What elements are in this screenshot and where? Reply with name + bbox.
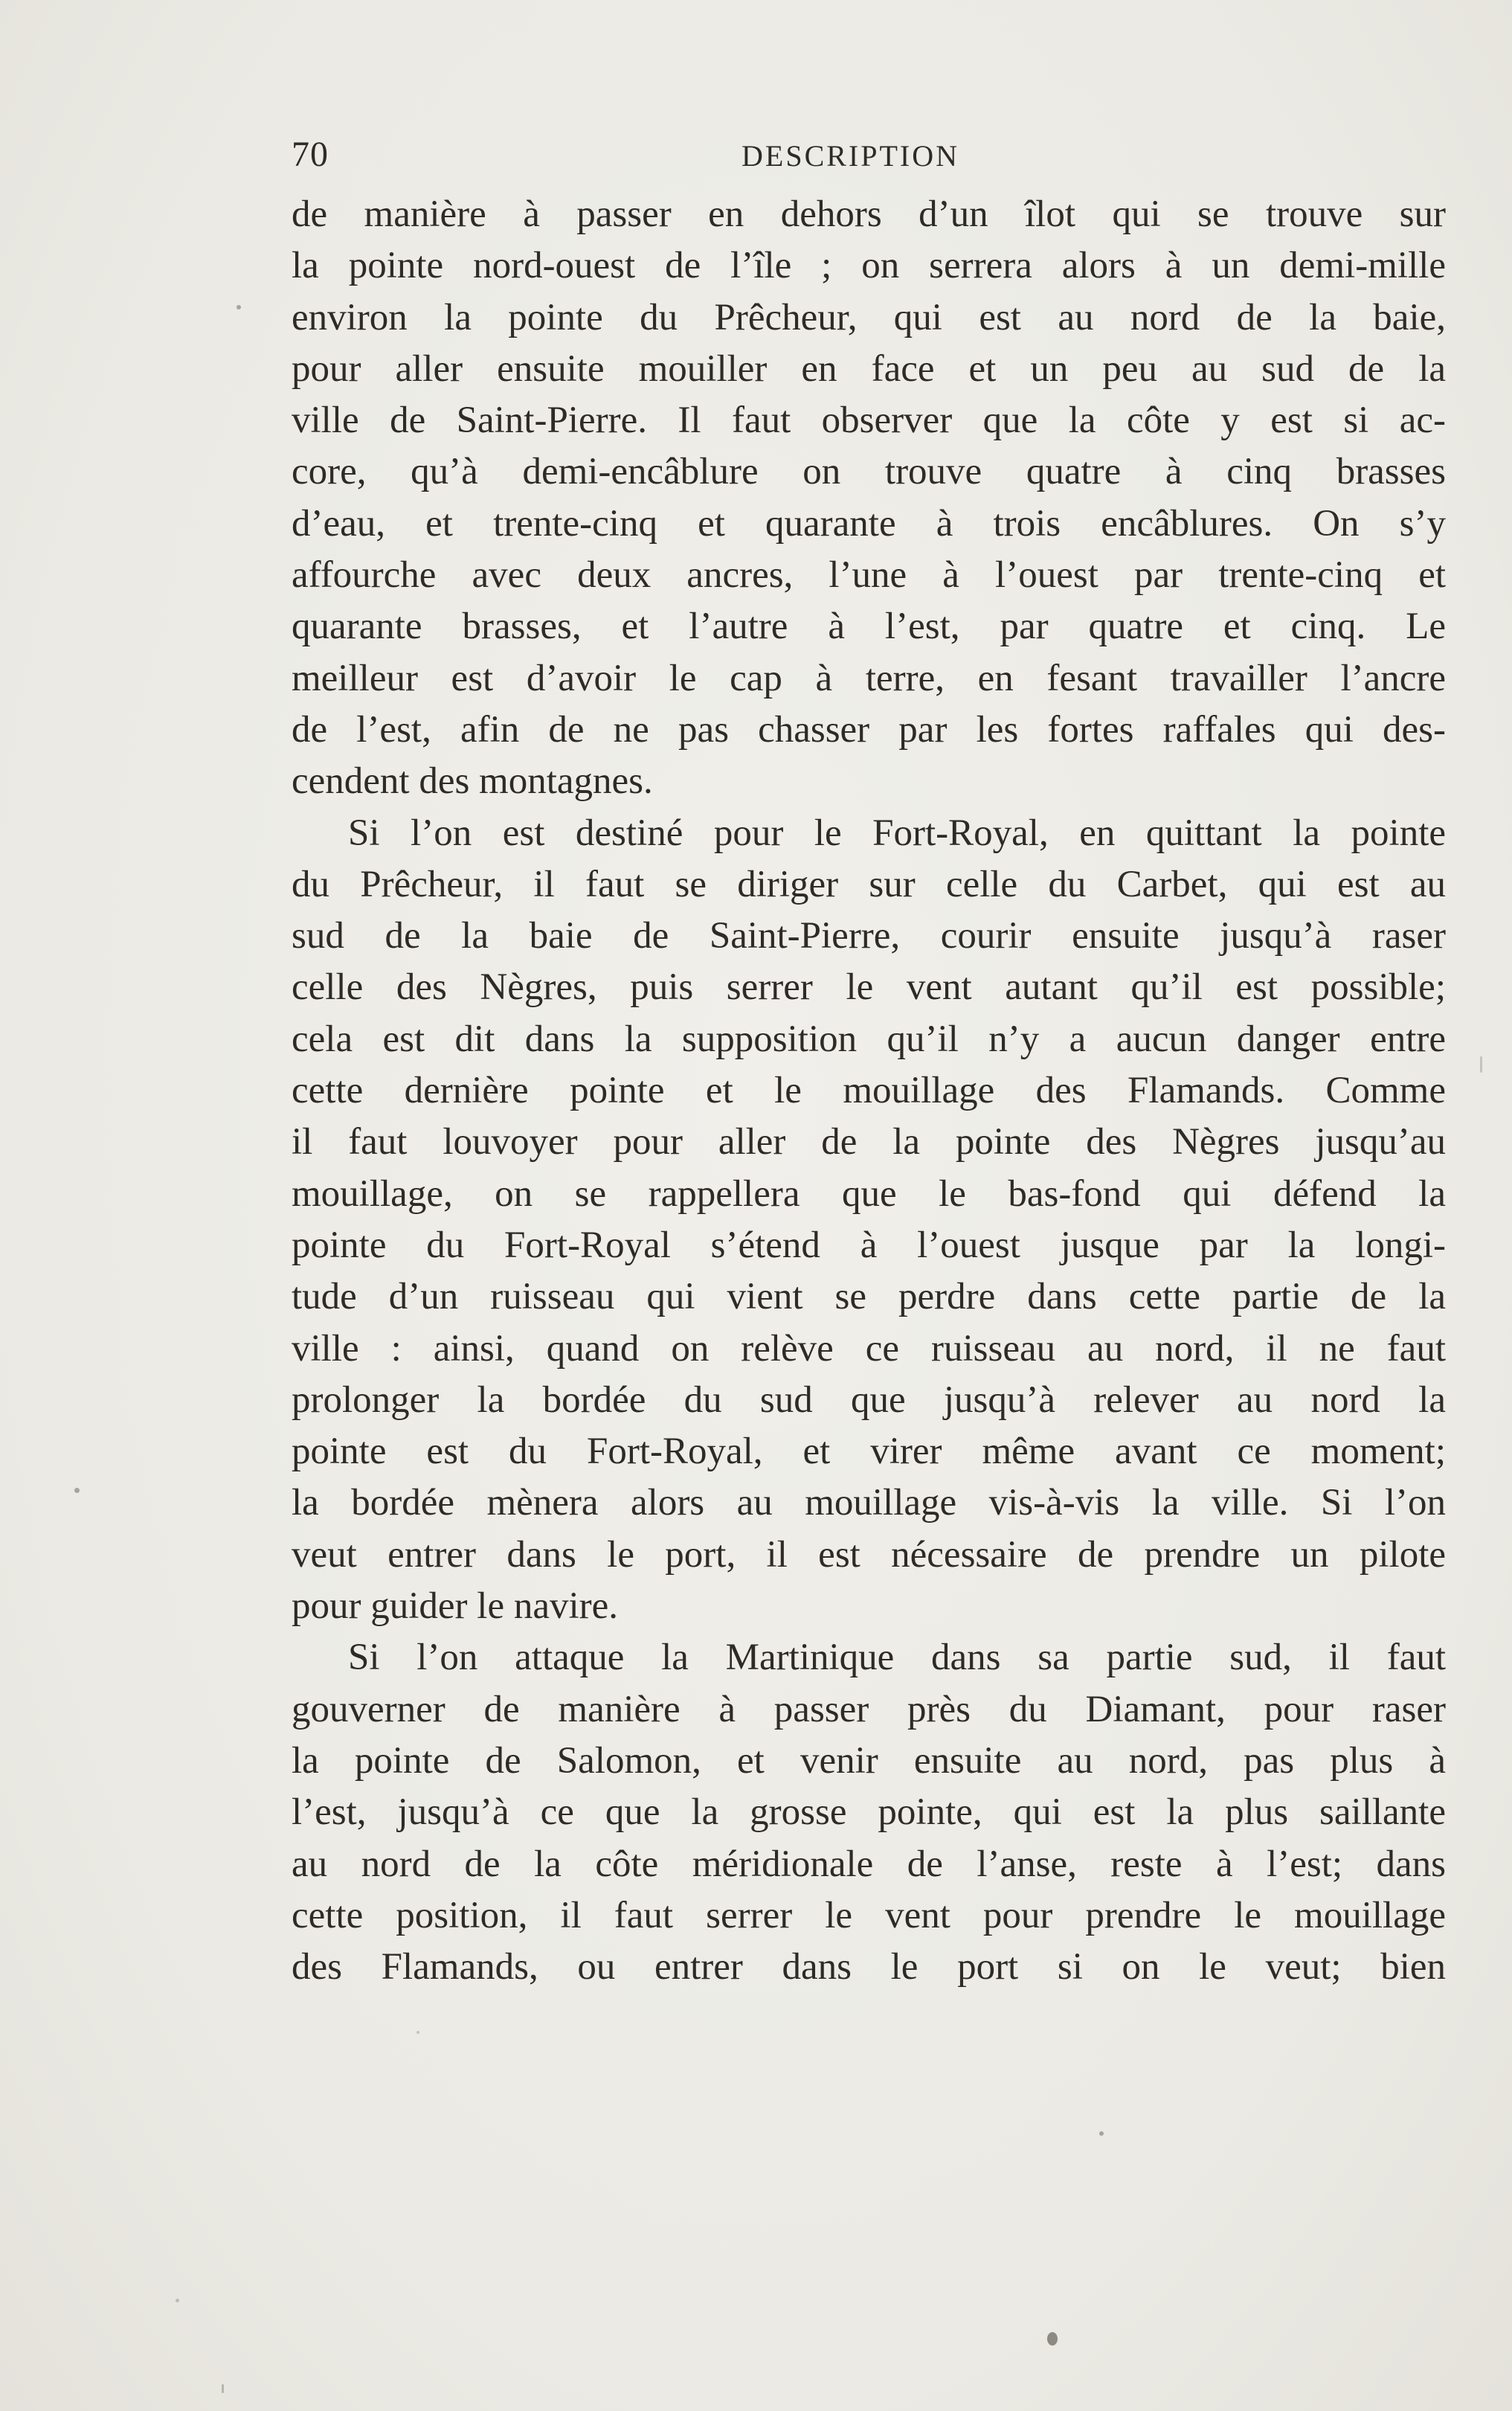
text-line: cette dernière pointe et le mouillage des Flamands. Comme <box>292 1070 1446 1112</box>
text-line: veut entrer dans le port, il est nécessaire de prendre un pilote <box>292 1533 1446 1576</box>
text-line: gouverner de manière à passer près du Diamant, pour raser <box>292 1688 1446 1730</box>
text-line: ville : ainsi, quand on relève ce ruisseau au nord, il ne faut <box>292 1327 1446 1370</box>
paper-speck <box>237 305 241 309</box>
text-line: sud de la baie de Saint-Pierre, courir ensuite jusqu’à raser <box>292 915 1446 957</box>
text-line: pointe du Fort-Royal s’étend à l’ouest jusque par la longi- <box>292 1224 1446 1266</box>
paper-speck <box>74 1488 80 1493</box>
text-line: mouillage, on se rappellera que le bas-fond qui défend la <box>292 1172 1446 1215</box>
page-number: 70 <box>292 135 329 174</box>
text-line: core, qu’à demi-encâblure on trouve quatre à cinq brasses <box>292 451 1446 493</box>
paper-speck <box>1047 2332 1058 2346</box>
running-title: DESCRIPTION <box>741 139 960 173</box>
text-line: au nord de la côte méridionale de l’anse, reste à l’est; dans <box>292 1843 1446 1885</box>
text-line: meilleur est d’avoir le cap à terre, en fesant travailler l’ancre <box>292 657 1446 699</box>
text-line: tude d’un ruisseau qui vient se perdre dans cette partie de la <box>292 1276 1446 1318</box>
paragraph-start-line: Si l’on attaque la Martinique dans sa partie sud, il faut <box>348 1637 1446 1679</box>
text-line: affourche avec deux ancres, l’une à l’ouest par trente-cinq et <box>292 554 1446 597</box>
paper-speck <box>222 2384 224 2393</box>
text-line: l’est, jusqu’à ce que la grosse pointe, qui est la plus saillante <box>292 1791 1446 1834</box>
paper-speck <box>176 2299 179 2302</box>
text-line: de manière à passer en dehors d’un îlot qui se trouve sur <box>292 193 1446 235</box>
text-line: prolonger la bordée du sud que jusqu’à relever au nord la <box>292 1378 1446 1421</box>
text-line: des Flamands, ou entrer dans le port si on le veut; bien <box>292 1946 1446 1988</box>
text-line: quarante brasses, et l’autre à l’est, par quatre et cinq. Le <box>292 606 1446 648</box>
text-line: cette position, il faut serrer le vent pour prendre le mouillage <box>292 1894 1446 1936</box>
body-text <box>292 189 1446 1993</box>
text-line: la pointe de Salomon, et venir ensuite au nord, pas plus à <box>292 1739 1446 1782</box>
paragraph-start-line: Si l’on est destiné pour le Fort-Royal, en quittant la pointe <box>348 812 1446 854</box>
paragraph-end-line: cendent des montagnes. <box>292 760 653 803</box>
text-line: la pointe nord-ouest de l’île ; on serrera alors à un demi-mille <box>292 245 1446 287</box>
text-line: il faut louvoyer pour aller de la pointe des Nègres jusqu’au <box>292 1121 1446 1163</box>
text-line: la bordée mènera alors au mouillage vis-à-vis la ville. Si l’on <box>292 1482 1446 1524</box>
text-line: cela est dit dans la supposition qu’il n’y a aucun danger entre <box>292 1018 1446 1060</box>
text-line: ville de Saint-Pierre. Il faut observer que la côte y est si ac- <box>292 399 1446 442</box>
text-line: de l’est, afin de ne pas chasser par les fortes raffales qui des- <box>292 708 1446 751</box>
text-line: celle des Nègres, puis serrer le vent autant qu’il est possible; <box>292 966 1446 1009</box>
paper-speck <box>1480 1056 1482 1073</box>
paragraph-end-line: pour guider le navire. <box>292 1585 619 1628</box>
text-line: environ la pointe du Prêcheur, qui est au nord de la baie, <box>292 296 1446 338</box>
text-line: pointe est du Fort-Royal, et virer même avant ce moment; <box>292 1431 1446 1473</box>
text-line: du Prêcheur, il faut se diriger sur celle du Carbet, qui est au <box>292 863 1446 905</box>
paper-speck <box>416 2031 419 2034</box>
running-head <box>292 134 1446 179</box>
text-line: pour aller ensuite mouiller en face et un peu au sud de la <box>292 347 1446 390</box>
paper-speck <box>1099 2131 1104 2136</box>
text-line: d’eau, et trente-cinq et quarante à trois encâblures. On s’y <box>292 502 1446 545</box>
